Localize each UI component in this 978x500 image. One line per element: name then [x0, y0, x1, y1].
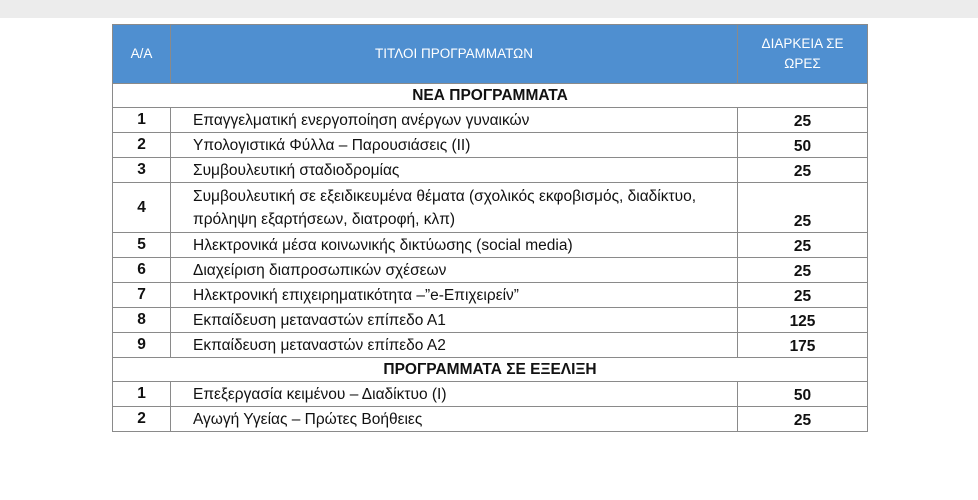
table-row: [113, 283, 868, 308]
section-label: ΠΡΟΓΡΑΜΜΑΤΑ ΣΕ ΕΞΕΛΙΞΗ: [113, 358, 868, 382]
program-duration: 25: [738, 258, 868, 283]
program-title: Διαχείριση διαπροσωπικών σχέσεων: [171, 258, 738, 283]
row-number: 4: [113, 183, 171, 233]
table-row: [113, 407, 868, 432]
table-header-row: [113, 25, 868, 84]
program-title: Ηλεκτρονικά μέσα κοινωνικής δικτύωσης (social media): [171, 233, 738, 258]
program-duration: 25: [738, 108, 868, 133]
header-duration: [738, 25, 868, 84]
table-row: [113, 133, 868, 158]
section-row-new: [113, 84, 868, 108]
program-title: Εκπαίδευση μεταναστών επίπεδο Α1: [171, 308, 738, 333]
program-title: Συμβουλευτική σε εξειδικευμένα θέματα (σχολικός εκφοβισμός, διαδίκτυο, πρόληψη εξαρτήσεων, διατροφή, κλπ): [171, 183, 738, 233]
table-row: [113, 308, 868, 333]
programs-table: [112, 24, 868, 432]
table-row: [113, 382, 868, 407]
row-number: 8: [113, 308, 171, 333]
program-title: Αγωγή Υγείας – Πρώτες Βοήθειες: [171, 407, 738, 432]
program-duration: 50: [738, 382, 868, 407]
row-number: 7: [113, 283, 171, 308]
table-row: [113, 158, 868, 183]
program-title: Υπολογιστικά Φύλλα – Παρουσιάσεις (ΙΙ): [171, 133, 738, 158]
row-number: 2: [113, 407, 171, 432]
program-title: Ηλεκτρονική επιχειρηματικότητα –”e-Επιχειρείν”: [171, 283, 738, 308]
program-title: Συμβουλευτική σταδιοδρομίας: [171, 158, 738, 183]
row-number: 9: [113, 333, 171, 358]
table-row: [113, 333, 868, 358]
program-duration: 25: [738, 233, 868, 258]
program-duration: 175: [738, 333, 868, 358]
program-duration: 25: [738, 183, 868, 233]
table-row: [113, 258, 868, 283]
program-title: Εκπαίδευση μεταναστών επίπεδο Α2: [171, 333, 738, 358]
row-number: 1: [113, 382, 171, 407]
program-title: Επαγγελματική ενεργοποίηση ανέργων γυναικών: [171, 108, 738, 133]
header-aa: Α/Α: [113, 25, 171, 84]
table-row: [113, 233, 868, 258]
program-duration: 25: [738, 283, 868, 308]
row-number: 5: [113, 233, 171, 258]
table-row: [113, 183, 868, 233]
program-duration: 25: [738, 407, 868, 432]
table-row: [113, 108, 868, 133]
program-duration: 50: [738, 133, 868, 158]
header-duration-text: ΔΙΑΡΚΕΙΑ ΣΕ ΩΡΕΣ: [761, 36, 844, 71]
section-label: ΝΕΑ ΠΡΟΓΡΑΜΜΑΤΑ: [113, 84, 868, 108]
top-strip: [0, 0, 978, 18]
row-number: 6: [113, 258, 171, 283]
program-duration: 25: [738, 158, 868, 183]
section-row-ongoing: [113, 358, 868, 382]
row-number: 3: [113, 158, 171, 183]
row-number: 1: [113, 108, 171, 133]
program-duration: 125: [738, 308, 868, 333]
header-title: ΤΙΤΛΟΙ ΠΡΟΓΡΑΜΜΑΤΩΝ: [171, 25, 738, 84]
program-title: Επεξεργασία κειμένου – Διαδίκτυο (Ι): [171, 382, 738, 407]
row-number: 2: [113, 133, 171, 158]
